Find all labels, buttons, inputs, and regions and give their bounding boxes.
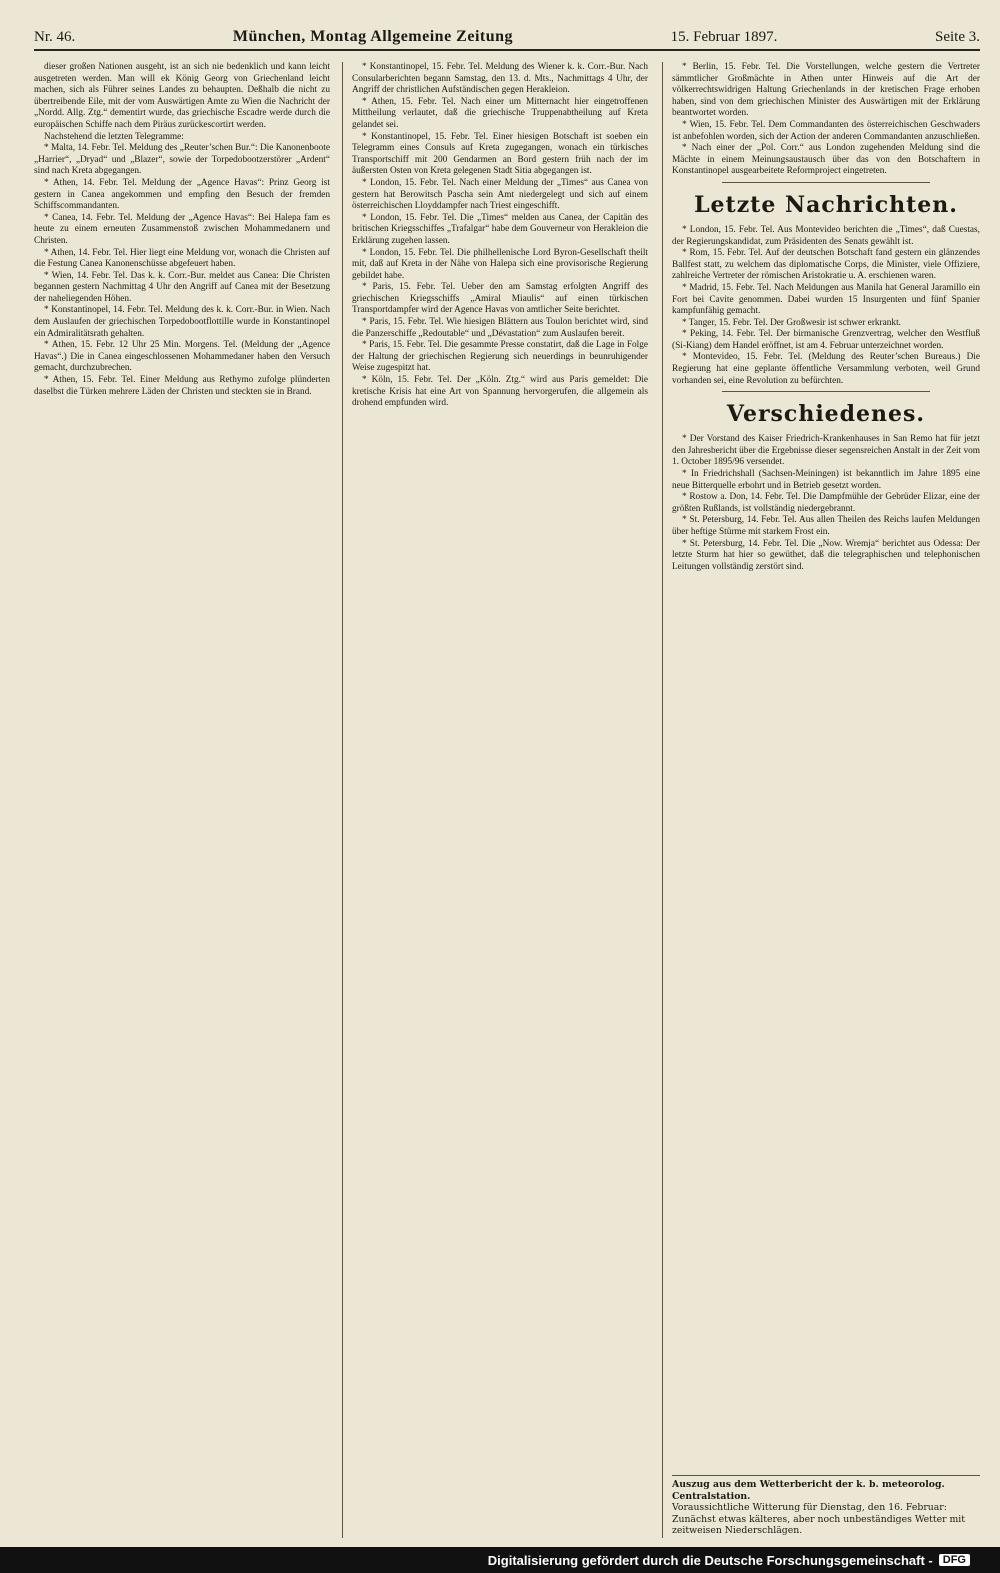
article-paragraph: * Paris, 15. Febr. Tel. Ueber den am Samstag erfolgten Angriff des griechischen Kriegsschiffs „Amiral Miaulis“ auf einen türkischen Transportdampfer wird der Agence Havas von amtlicher Seite berichtet.	[352, 282, 648, 316]
article-paragraph: * Paris, 15. Febr. Tel. Die gesammte Presse constatirt, daß die Lage in Folge der Haltung der griechischen Regierung sich neuerdings in beunruhigender Weise zugespitzt hat.	[352, 340, 648, 374]
masthead	[34, 28, 980, 51]
article-paragraph: * Wien, 14. Febr. Tel. Das k. k. Corr.-Bur. meldet aus Canea: Die Christen begannen gestern Nachmittag 4 Uhr den Angriff auf Canea mit der Besetzung der naheliegenden Höhen.	[34, 270, 330, 304]
issue-date: 15. Februar 1897.	[670, 29, 778, 45]
article-paragraph: * London, 15. Febr. Tel. Aus Montevideo berichten die „Times“, daß Cuestas, der Regierungskandidat, zum Präsidenten des Senats gewählt ist.	[672, 224, 980, 247]
columns	[34, 62, 980, 1538]
page-number: Seite 3.	[934, 29, 980, 45]
section-heading-miscellaneous: Verschiedenes.	[726, 401, 926, 428]
article-paragraph: * Köln, 15. Febr. Tel. Der „Köln. Ztg.“ wird aus Paris gemeldet: Die kretische Krisis hat eine Art von Spannung hervorgerufen, die allgemein als drohend empfunden wird.	[352, 375, 648, 409]
article-paragraph: * Tanger, 15. Febr. Tel. Der Großwesir ist schwer erkrankt.	[682, 317, 901, 328]
issue-number: Nr. 46.	[34, 29, 76, 45]
section-divider	[722, 182, 930, 183]
article-paragraph: * Wien, 15. Febr. Tel. Dem Commandanten des österreichischen Geschwaders ist anbefohlen worden, sich der Action der anderen Commandanten anzuschließen.	[672, 119, 980, 142]
article-paragraph: * St. Petersburg, 14. Febr. Tel. Aus allen Theilen des Reichs laufen Meldungen über heftige Stürme mit starkem Frost ein.	[672, 515, 980, 537]
article-paragraph: * Konstantinopel, 15. Febr. Tel. Einer hiesigen Botschaft ist soeben ein Telegramm eines Consuls auf Kreta zugegangen, wonach ein türkisches Transportschiff mit 200 Gendarmen an Bord gestern früh nach der im äußersten Osten von Kreta gelegenen Stadt Sitia abgegangen ist.	[352, 131, 648, 177]
article-paragraph: * In Friedrichshall (Sachsen-Meiningen) ist bekanntlich im Jahre 1895 eine neue Bitterquelle erbohrt und in Betrieb gesetzt worden.	[672, 469, 980, 491]
article-paragraph: * London, 15. Febr. Tel. Die „Times“ melden aus Canea, der Capitän des britischen Kriegsschiffes „Trafalgar“ habe dem Gouverneur von Herakleion die Erklärung zugehen lassen.	[352, 212, 648, 246]
article-paragraph: dieser großen Nationen ausgeht, ist an sich nie bedenklich und kann leicht ausgetreten werden. Man will ek König Georg von Griechenland leicht machen, sich als Führer seines Landes zu behaupten. Deßhalb die nicht zu übertreibende Eile, mit der vom Auswärtigen Amte zu Wien die Nachricht der „Nordd. Allg. Ztg.“ dementirt wurde, das griechische Escadre werde durch die europäischen Schiffe nach dem Piräus zurückescortirt werden.	[34, 62, 330, 130]
column-3	[672, 62, 980, 1538]
article-paragraph: * Athen, 14. Febr. Tel. Meldung der „Agence Havas“: Prinz Georg ist gestern in Canea angekommen und empfing den Besuch der fremden Schiffscommandanten.	[34, 177, 330, 212]
article-paragraph: * Athen, 14. Febr. Tel. Hier liegt eine Meldung vor, wonach die Christen auf die Festung Canea Kanonenschüsse abgefeuert haben.	[34, 247, 330, 270]
article-paragraph: * St. Petersburg, 14. Febr. Tel. Die „Now. Wremja“ berichtet aus Odessa: Der letzte Sturm hat hier so gewüthet, daß die telegraphischen und telephonischen Leitungen vollständig zerstört sind.	[672, 538, 980, 572]
article-paragraph: * Montevideo, 15. Febr. Tel. (Meldung des Reuter’schen Bureaus.) Die Regierung hat eine geplante öffentliche Versammlung verboten, weil Grund vorhanden sei, eine Revolution zu befürchten.	[672, 352, 980, 386]
column-2	[352, 62, 648, 1538]
weather-report-title: Auszug aus dem Wetterbericht der k. b. meteorolog. Centralstation.	[672, 1479, 945, 1502]
paper-title: München, Montag Allgemeine Zeitung	[232, 28, 514, 45]
article-paragraph: * Paris, 15. Febr. Tel. Wie hiesigen Blättern aus Toulon berichtet wird, sind die Panzerschiffe „Redoutable“ und „Dévastation“ zum Auslaufen bereit.	[352, 317, 648, 339]
article-paragraph: * Athen, 15. Febr. Tel. Nach einer um Mitternacht hier eingetroffenen Mittheilung verlautet, daß die griechische Truppenabtheilung auf Kreta gelandet sei.	[352, 96, 648, 130]
article-paragraph: Nachstehend die letzten Telegramme:	[44, 131, 184, 142]
article-paragraph: * Konstantinopel, 14. Febr. Tel. Meldung des k. k. Corr.-Bur. in Wien. Nach dem Auslaufen der griechischen Torpedobootflottille wurde in Konstantinopel ein Admiralitätsrath gehalten.	[34, 305, 330, 339]
dfg-logo: DFG	[939, 1554, 970, 1566]
article-paragraph: * Peking, 14. Febr. Tel. Der birmanische Grenzvertrag, welcher den Westfluß (Si-Kiang) dem Handel eröffnet, ist am 4. Februar unterzeichnet worden.	[672, 329, 980, 351]
article-paragraph: * Rom, 15. Febr. Tel. Auf der deutschen Botschaft fand gestern ein glänzendes Ballfest statt, zu welchem das diplomatische Corps, die Minister, viele Offiziere, zahlreiche Vertreter der römischen Aristokratie u. A. erschienen waren.	[672, 248, 980, 282]
article-paragraph: * Athen, 15. Febr. Tel. Einer Meldung aus Rethymo zufolge plünderten daselbst die Türken mehrere Läden der Christen und steckten sie in Brand.	[34, 375, 330, 397]
column-1	[34, 62, 330, 1538]
article-paragraph: * London, 15. Febr. Tel. Die philhellenische Lord Byron-Gesellschaft theilt mit, daß auf Kreta in der Nähe von Halepa sich eine provisorische Regierung gebildet habe.	[352, 247, 648, 281]
article-paragraph: * Rostow a. Don, 14. Febr. Tel. Die Dampfmühle der Gebrüder Elizar, eine der größten Rußlands, ist vollständig niedergebrannt.	[672, 492, 980, 514]
article-paragraph: * Berlin, 15. Febr. Tel. Die Vorstellungen, welche gestern die Vertreter sämmtlicher Großmächte in Athen unter Hinweis auf die Art der völkerrechtswidrigen Haltung Griechenlands in der kretischen Frage erhoben haben, sind von dem griechischen Minister des Auswärtigen mit der Erklärung beantwortet worden.	[672, 62, 980, 119]
article-paragraph: * London, 15. Febr. Tel. Nach einer Meldung der „Times“ aus Canea von gestern hat Berowitsch Pascha sein Amt niedergelegt und sich auf einem österreichischen Lloyddampfer nach Triest eingeschifft.	[352, 177, 648, 212]
article-paragraph: * Nach einer der „Pol. Corr.“ aus London zugehenden Meldung sind die Mächte in einem Meinungsaustausch über das von den Botschaftern in Konstantinopel ausgearbeitete Reformproject eingetreten.	[672, 143, 980, 177]
column-rule	[662, 62, 663, 1538]
newspaper-page	[34, 28, 980, 1538]
article-paragraph: * Madrid, 15. Febr. Tel. Nach Meldungen aus Manila hat General Jaramillo ein Fort bei Cavite genommen. Dabei wurden 15 Insurgenten und fünf Spanier kampfunfähig gemacht.	[672, 282, 980, 317]
article-paragraph: * Konstantinopel, 15. Febr. Tel. Meldung des Wiener k. k. Corr.-Bur. Nach Consularberichten begann Samstag, den 13. d. Mts., Nachmittags 4 Uhr, der Angriff der christlichen Aufständischen gegen Herakleion.	[352, 62, 648, 96]
section-divider	[722, 391, 930, 392]
article-paragraph: * Malta, 14. Febr. Tel. Meldung des „Reuter’schen Bur.“: Die Kanonenboote „Harrier“, „Dryad“ und „Blazer“, sowie der Torpedobootzerstörer „Ardent“ sind nach Kreta abgegangen.	[34, 143, 330, 177]
digitization-footer	[0, 1547, 1000, 1573]
weather-report	[672, 1475, 980, 1537]
article-paragraph: * Athen, 15. Febr. 12 Uhr 25 Min. Morgens. Tel. (Meldung der „Agence Havas“.) Die in Canea eingeschlossenen Mohammedaner haben den Versuch gemacht, durchzubrechen.	[34, 340, 330, 374]
article-paragraph: * Der Vorstand des Kaiser Friedrich-Krankenhauses in San Remo hat für jetzt den Jahresbericht über die Ergebnisse dieser segensreichen Anstalt in der Zeit vom 1. October 1895/96 versendet.	[672, 434, 980, 468]
section-heading-latest-news: Letzte Nachrichten.	[694, 191, 958, 218]
column-rule	[342, 62, 343, 1538]
weather-report-text: Voraussichtliche Witterung für Dienstag, den 16. Februar: Zunächst etwas kälteres, aber noch unbeständiges Wetter mit zeitweisen Niederschlägen.	[672, 1502, 966, 1537]
footer-credit: Digitalisierung gefördert durch die Deutsche Forschungsgemeinschaft -	[487, 1552, 933, 1568]
article-paragraph: * Canea, 14. Febr. Tel. Meldung der „Agence Havas“: Bei Halepa fam es heute zu einem erneuten Zusammenstoß zwischen Mohammedanern und Christen.	[34, 212, 330, 246]
